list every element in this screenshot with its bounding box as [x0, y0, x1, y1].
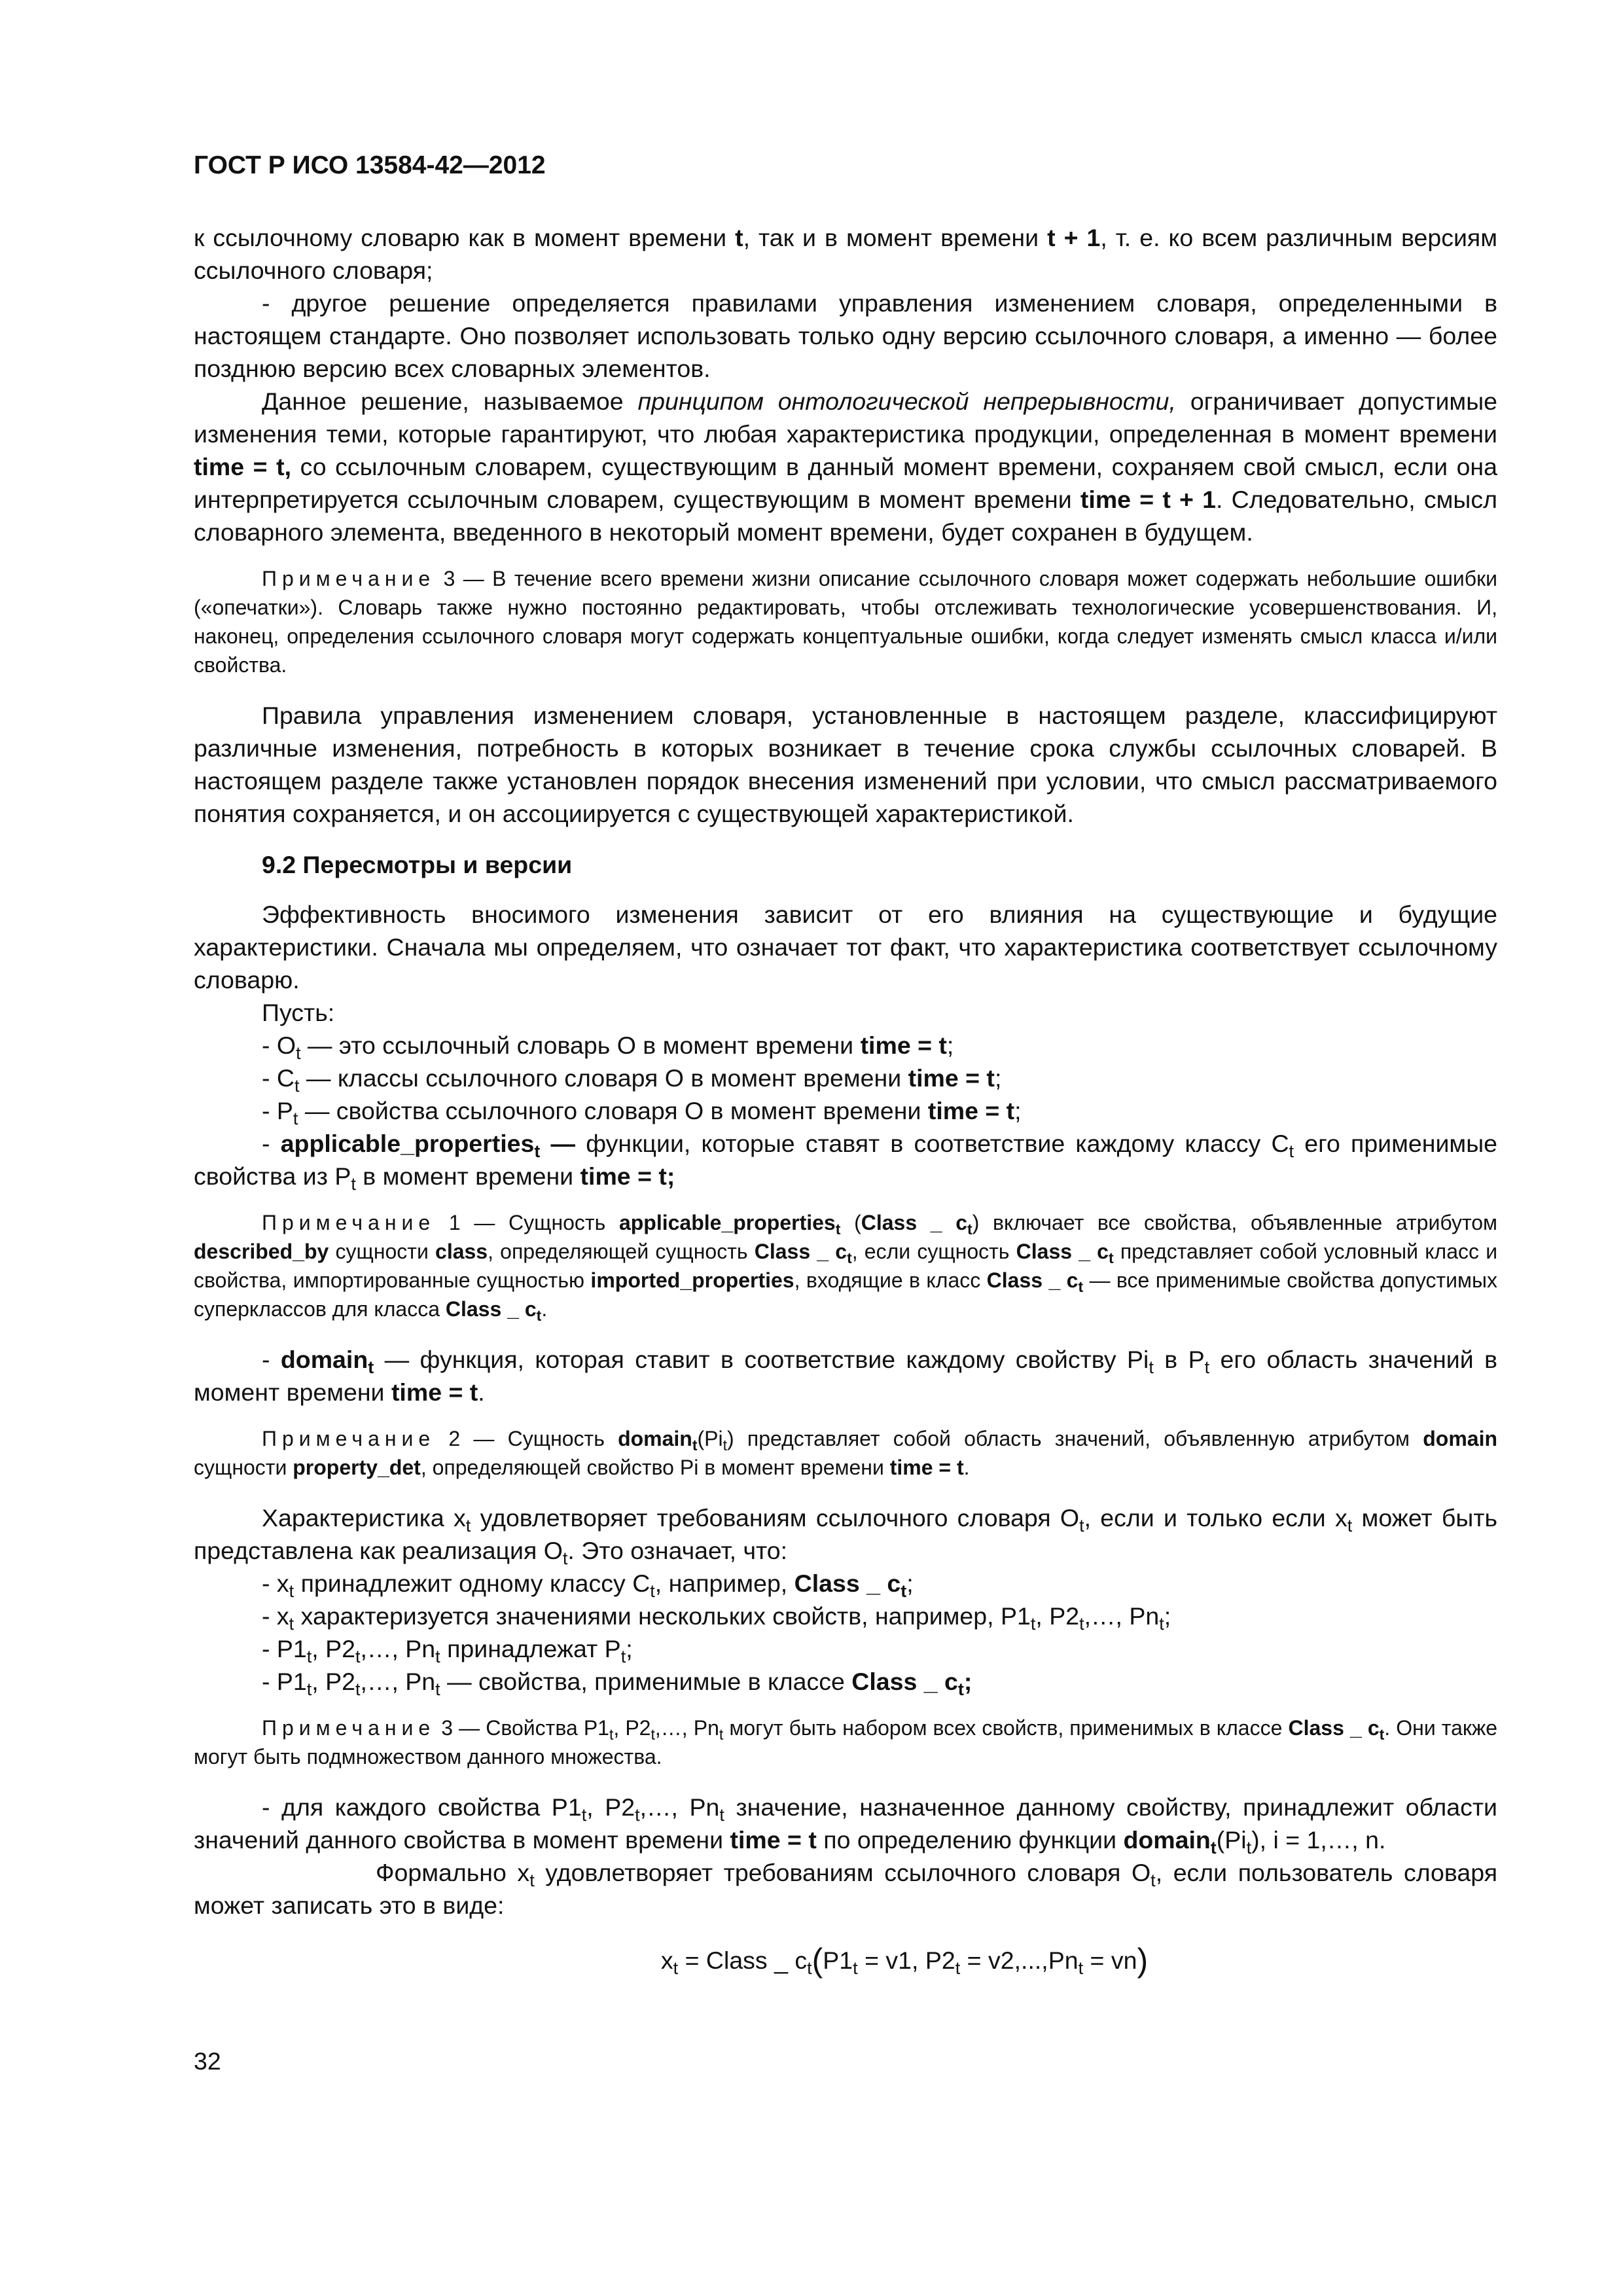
list-item: - $x_t$ принадлежит одному классу $C_t$, например, Class _ $c_t$; — [262, 1570, 914, 1602]
paragraph: Формально $x_t$ удовлетворяет требованиям ссылочного словаря $O_t$, если пользователь словаря может записать это в виде: — [194, 1859, 1498, 1919]
document-header: ГОСТ Р ИСО 13584-42—2012 — [194, 151, 546, 179]
paragraph: Характеристика $x_t$ удовлетворяет требованиям ссылочного словаря $O_t$, если и только если $x_t$ может быть представлена как реализация $O_t$. Это означает, что: — [194, 1504, 1498, 1569]
note: Примечание 1 — Сущность applicable_properties$_t$ (Class _ $c_t$) включает все свойства, объявленные атрибутом described_by сущности class, определяющей сущность Class _ $c_t$, если сущность Class _ $c_t$ представляет собой условный класс и свойства, импортированные сущностью imported_properties, входящие в класс Class _ $c_t$ — все применимые свойства допустимых суперклассов для класса Class _ $c_t$. — [194, 1211, 1498, 1324]
paragraph: Эффективность вносимого изменения зависит от его влияния на существующие и будущие характеристики. Сначала мы определяем, что означает тот факт, что характеристика соответствует ссылочному словарю. — [194, 901, 1497, 994]
note: Примечание 3 — В течение всего времени жизни описание ссылочного словаря может содержать небольшие ошибки («опечатки»). Словарь также нужно постоянно редактировать, чтобы отслеживать технологические усовершенствования. И, наконец, определения ссылочного словаря могут содержать концептуальные ошибки, когда следует изменять смысл класса и/или свойства. — [194, 567, 1498, 677]
paragraph: Правила управления изменением словаря, установленные в настоящем разделе, классифицируют различные изменения, потребность в которых возникает в течение срока службы ссылочных словарей. В настоящем разделе также установлен порядок внесения изменений при условии, что смысл рассматриваемого понятия сохраняется, и он ассоциируется с существующей характеристикой. — [194, 702, 1497, 827]
list-item: - applicable_properties$_t$ — функции, которые ставят в соответствие каждому классу $C_t$ его применимые свойства из $P_t$ в момент времени time = t; — [194, 1130, 1498, 1194]
section-heading: 9.2 Пересмотры и версии — [262, 851, 573, 878]
list-item: - $O_t$ — это ссылочный словарь O в момент времени time = t; — [262, 1031, 954, 1064]
list-item: - domain$_t$ — функция, которая ставит в соответствие каждому свойству $Pi_t$ в $P_t$ его область значений в момент времени time = t. — [194, 1346, 1498, 1406]
list-item: - $P_t$ — свойства ссылочного словаря O в момент времени time = t; — [262, 1097, 1022, 1129]
document-page — [194, 149, 1497, 1977]
paragraph: Пусть: — [262, 999, 335, 1026]
list-item: - $C_t$ — классы ссылочного словаря O в момент времени time = t; — [262, 1064, 1002, 1096]
note: Примечание 3 — Свойства $P1_t$, $P2_t,\dots$, $Pn_t$ могут быть набором всех свойств, применимых в классе Class _ $c_t$. Они также могут быть подмножеством данного множества. — [194, 1716, 1498, 1768]
list-item: - другое решение определяется правилами управления изменением словаря, определенными в настоящем стандарте. Оно позволяет использовать только одну версию ссылочного словаря, а именно — более позднюю версию всех словарных элементов. — [194, 289, 1497, 382]
paragraph: Данное решение, называемое принципом онтологической непрерывности, ограничивает допустимые изменения теми, которые гарантируют, что любая характеристика продукции, определенная в момент времени time = t, со ссылочным словарем, существующим в данный момент времени, сохраняем свой смысл, если она интерпретируется ссылочным словарем, существующим в момент времени time = t + 1. Следовательно, смысл словарного элемента, введенного в некоторый момент времени, будет сохранен в будущем. — [194, 387, 1498, 546]
paragraph: к ссылочному словарю как в момент времени t, так и в момент времени t + 1, т. е. ко всем различным версиям ссылочного словаря; — [194, 224, 1497, 284]
list-item: - $P1_t$, $P2_t,\dots$, $Pn_t$ — свойства, применимые в классе Class _ $c_t$; — [262, 1668, 972, 1700]
list-item: - $P1_t$, $P2_t,\dots$, $Pn_t$ принадлежат $P_t$; — [262, 1635, 633, 1667]
page-number: 32 — [194, 2047, 221, 2075]
list-item: - $x_t$ характеризуется значениями нескольких свойств, например, $P1_t$, $P2_t,\dots$, $Pn_t$; — [262, 1602, 1171, 1634]
list-item: - для каждого свойства $P1_t$, $P2_t,\dots$, $Pn_t$ значение, назначенное данному свойству, принадлежит области значений данного свойства в момент времени time = t по определению функции $domain_t(Pi_t)$, i = 1,…, n. — [194, 1793, 1497, 1858]
formula: $x_t$ = Class _ $c_t(P1_t = v1$, $P2_t = v2,...,Pn_t = vn$) — [660, 1942, 1149, 1979]
note: Примечание 2 — Сущность $domain_t(Pi_t)$ представляет собой область значений, объявленную атрибутом domain сущности property_det, определяющей свойство Pi в момент времени time = t. — [194, 1427, 1497, 1479]
